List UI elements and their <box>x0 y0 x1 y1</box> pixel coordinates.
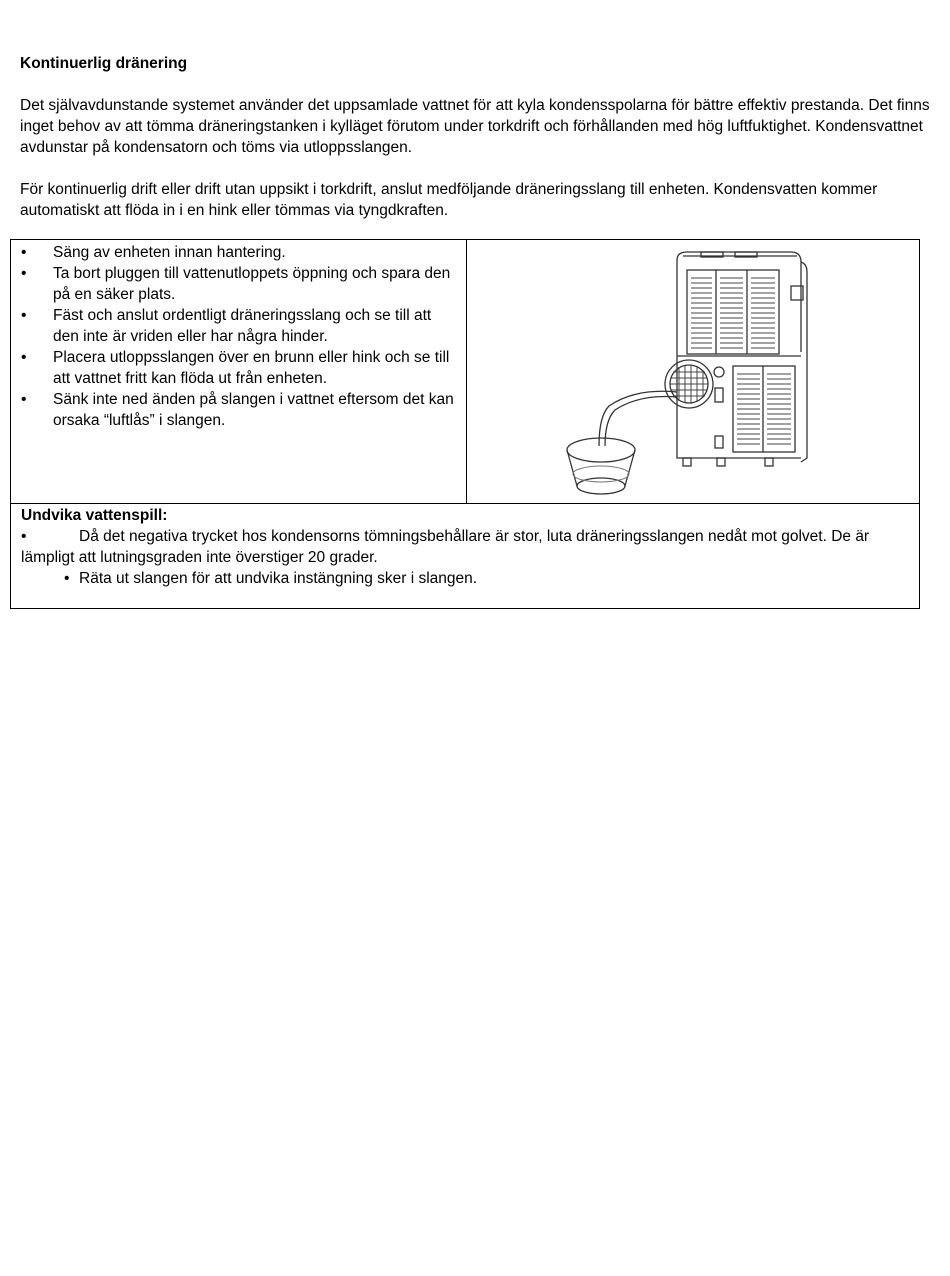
step-text: Placera utloppsslangen över en brunn eller hink och se till att vattnet fritt kan flöda ut från enheten. <box>53 349 450 387</box>
instruction-table <box>10 239 920 609</box>
bullet-icon: • <box>21 391 27 408</box>
spill-section <box>11 504 920 609</box>
bullet-icon: • <box>64 570 70 587</box>
bullet-icon: • <box>21 349 27 366</box>
step-text: Säng av enheten innan hantering. <box>53 244 286 261</box>
list-item <box>21 568 919 589</box>
intro-paragraph: Det självavdunstande systemet använder det uppsamlade vattnet för att kyla kondensspolarna för bättre effektiv prestanda. Det finns inget behov av att tömma dräneringstanken i kylläget förutom under torkdrift och förhållanden med hög luftfuktighet. Kondensvattnet avdunstar på kondensatorn och töms via utloppsslangen. <box>20 97 930 156</box>
bullet-icon: • <box>21 307 27 324</box>
list-item <box>11 242 466 263</box>
spill-title: Undvika vattenspill: <box>21 507 168 524</box>
air-conditioner-drain-icon <box>565 248 825 496</box>
illustration-cell <box>466 240 919 504</box>
continuous-drain-paragraph: För kontinuerlig drift eller drift utan uppsikt i torkdrift, anslut medföljande dräneringsslang till enheten. Kondensvatten kommer automatiskt att flöda in i en hink eller tömmas via tyngdkraften. <box>20 181 878 219</box>
spill-text: Räta ut slangen för att undvika instängning sker i slangen. <box>79 570 478 587</box>
step-text: Ta bort pluggen till vattenutloppets öppning och spara den på en säker plats. <box>53 265 451 303</box>
list-item <box>11 389 466 431</box>
list-item <box>11 305 466 347</box>
page-title: Kontinuerlig dränering <box>20 55 188 72</box>
steps-cell <box>11 240 467 504</box>
steps-list <box>11 242 466 431</box>
step-text: Fäst och anslut ordentligt dräneringsslang och se till att den inte är vriden eller har några hinder. <box>53 307 432 345</box>
spill-text: Då det negativa trycket hos kondensorns tömningsbehållare är stor, luta dräneringsslangen nedåt mot golvet. De är lämpligt att lutningsgraden inte överstiger 20 grader. <box>21 528 870 566</box>
step-text: Sänk inte ned änden på slangen i vattnet eftersom det kan orsaka “luftlås” i slangen. <box>53 391 454 429</box>
list-item <box>21 526 919 568</box>
list-item <box>11 347 466 389</box>
bullet-icon: • <box>21 528 27 545</box>
list-item <box>11 263 466 305</box>
bullet-icon: • <box>21 265 27 282</box>
bullet-icon: • <box>21 244 27 261</box>
